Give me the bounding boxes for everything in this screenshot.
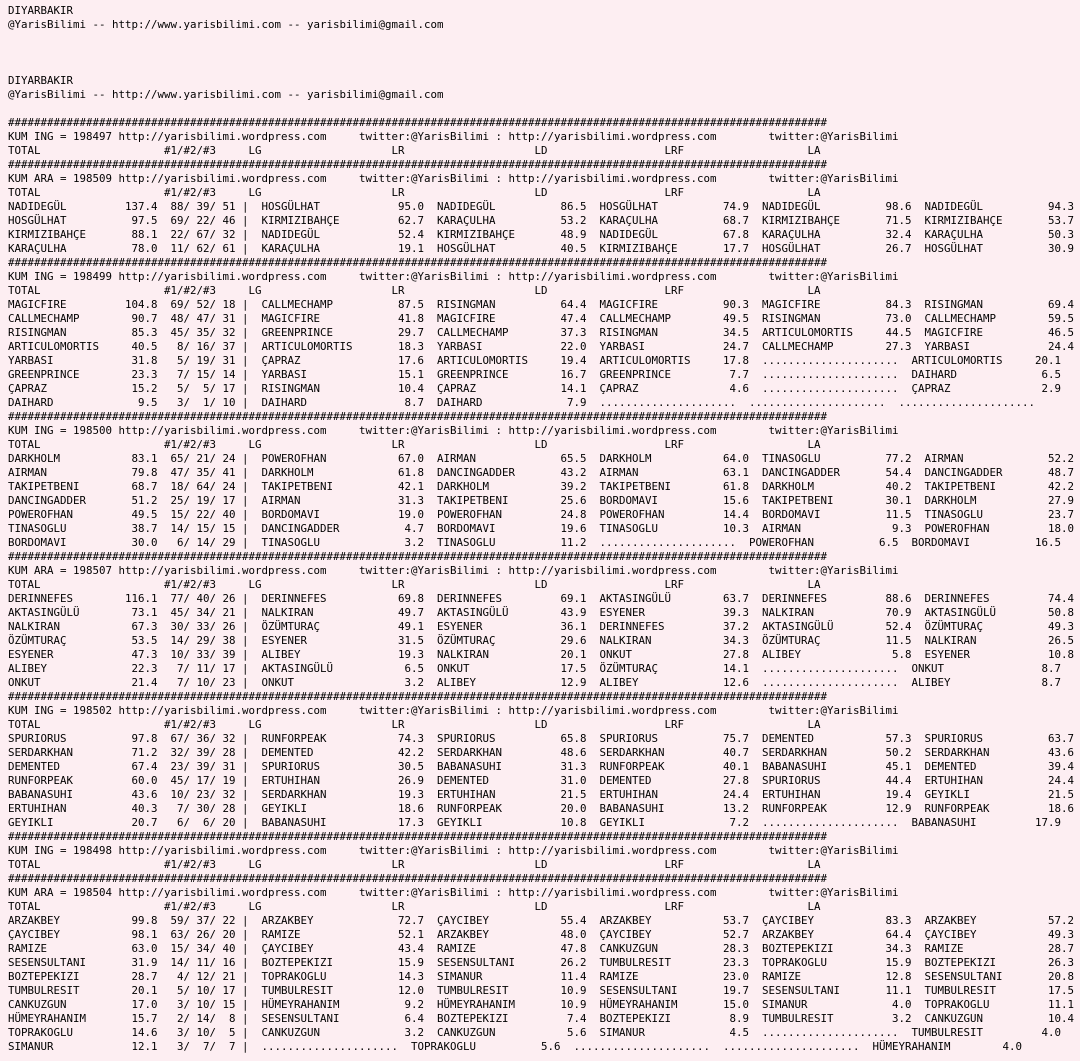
horse-row: ONKUT 21.4 7/ 10/ 23 | ONKUT 3.2 ALIBEY 12.9 ALIBEY 12.6 ..................... ALIBEY 8.7 <box>8 676 1062 689</box>
separator-line: ############################################################################################################################## <box>8 830 828 843</box>
horse-row: AIRMAN 79.8 47/ 35/ 41 | DARKHOLM 61.8 DANCINGADDER 43.2 AIRMAN 63.1 DANCINGADDER 54.4 DANCINGADDER 48.7 <box>8 466 1075 479</box>
horse-row: TAKIPETBENI 68.7 18/ 64/ 24 | TAKIPETBENI 42.1 DARKHOLM 39.2 TAKIPETBENI 61.8 DARKHOLM 40.2 TAKIPETBENI 42.2 <box>8 480 1075 493</box>
race-header-line: KUM ING = 198497 http://yarisbilimi.wordpress.com twitter:@YarisBilimi : http://yarisbilimi.wordpress.com twitter:@YarisBilimi <box>8 130 899 143</box>
horse-row: RUNFORPEAK 60.0 45/ 17/ 19 | ERTUHIHAN 26.9 DEMENTED 31.0 DEMENTED 27.8 SPURIORUS 44.4 ERTUHIHAN 24.4 <box>8 774 1075 787</box>
horse-row: ARZAKBEY 99.8 59/ 37/ 22 | ARZAKBEY 72.7 ÇAYCIBEY 55.4 ARZAKBEY 53.7 ÇAYCIBEY 83.3 ARZAKBEY 57.2 <box>8 914 1075 927</box>
race-header-line: KUM ING = 198499 http://yarisbilimi.wordpress.com twitter:@YarisBilimi : http://yarisbilimi.wordpress.com twitter:@YarisBilimi <box>8 270 899 283</box>
horse-row: DERINNEFES 116.1 77/ 40/ 26 | DERINNEFES 69.8 DERINNEFES 69.1 AKTASINGÜLÜ 63.7 DERINNEFES 88.6 DERINNEFES 74.4 <box>8 592 1075 605</box>
separator-line: ############################################################################################################################## <box>8 158 828 171</box>
horse-row: ERTUHIHAN 40.3 7/ 30/ 28 | GEYIKLI 18.6 RUNFORPEAK 20.0 BABANASUHI 13.2 RUNFORPEAK 12.9 RUNFORPEAK 18.6 <box>8 802 1075 815</box>
contact-line: @YarisBilimi -- http://www.yarisbilimi.com -- yarisbilimi@gmail.com <box>8 88 444 101</box>
column-header-line: TOTAL #1/#2/#3 LG LR LD LRF LA <box>8 578 821 591</box>
column-header-line: TOTAL #1/#2/#3 LG LR LD LRF LA <box>8 718 821 731</box>
column-header-line: TOTAL #1/#2/#3 LG LR LD LRF LA <box>8 858 821 871</box>
horse-row: DEMENTED 67.4 23/ 39/ 31 | SPURIORUS 30.5 BABANASUHI 31.3 RUNFORPEAK 40.1 BABANASUHI 45.1 DEMENTED 39.4 <box>8 760 1075 773</box>
horse-row: RAMIZE 63.0 15/ 34/ 40 | ÇAYCIBEY 43.4 RAMIZE 47.8 CANKUZGUN 28.3 BOZTEPEKIZI 34.3 RAMIZE 28.7 <box>8 942 1075 955</box>
horse-row: CANKUZGUN 17.0 3/ 10/ 15 | HÜMEYRAHANIM 9.2 HÜMEYRAHANIM 10.9 HÜMEYRAHANIM 15.0 SIMANUR 4.0 TOPRAKOGLU 11.1 <box>8 998 1075 1011</box>
horse-row: AKTASINGÜLÜ 73.1 45/ 34/ 21 | NALKIRAN 49.7 AKTASINGÜLÜ 43.9 ESYENER 39.3 NALKIRAN 70.9 AKTASINGÜLÜ 50.8 <box>8 606 1075 619</box>
horse-row: ÇAPRAZ 15.2 5/ 5/ 17 | RISINGMAN 10.4 ÇAPRAZ 14.1 ÇAPRAZ 4.6 ..................... ÇAPRAZ 2.9 <box>8 382 1062 395</box>
horse-row: BORDOMAVI 30.0 6/ 14/ 29 | TINASOGLU 3.2 TINASOGLU 11.2 ..................... POWEROFHAN 6.5 BORDOMAVI 16.5 <box>8 536 1062 549</box>
horse-row: YARBASI 31.8 5/ 19/ 31 | ÇAPRAZ 17.6 ARTICULOMORTIS 19.4 ARTICULOMORTIS 17.8 ..................... ARTICULOMORTIS 20.1 <box>8 354 1062 367</box>
blank-line <box>8 102 1080 116</box>
horse-row: NALKIRAN 67.3 30/ 33/ 26 | ÖZÜMTURAÇ 49.1 ESYENER 36.1 DERINNEFES 37.2 AKTASINGÜLÜ 52.4 ÖZÜMTURAÇ 49.3 <box>8 620 1075 633</box>
city-title: DIYARBAKIR <box>8 4 74 17</box>
horse-row: NADIDEGÜL 137.4 88/ 39/ 51 | HOSGÜLHAT 95.0 NADIDEGÜL 86.5 HOSGÜLHAT 74.9 NADIDEGÜL 98.6 NADIDEGÜL 94.3 <box>8 200 1075 213</box>
horse-row: BABANASUHI 43.6 10/ 23/ 32 | SERDARKHAN 19.3 ERTUHIHAN 21.5 ERTUHIHAN 24.4 ERTUHIHAN 19.4 GEYIKLI 21.5 <box>8 788 1075 801</box>
horse-row: POWEROFHAN 49.5 15/ 22/ 40 | BORDOMAVI 19.0 POWEROFHAN 24.8 POWEROFHAN 14.4 BORDOMAVI 11.5 TINASOGLU 23.7 <box>8 508 1075 521</box>
horse-row: ÇAYCIBEY 98.1 63/ 26/ 20 | RAMIZE 52.1 ARZAKBEY 48.0 ÇAYCIBEY 52.7 ARZAKBEY 64.4 ÇAYCIBEY 49.3 <box>8 928 1075 941</box>
race-header-line: KUM ARA = 198507 http://yarisbilimi.wordpress.com twitter:@YarisBilimi : http://yarisbilimi.wordpress.com twitter:@YarisBilimi <box>8 564 899 577</box>
column-header-line: TOTAL #1/#2/#3 LG LR LD LRF LA <box>8 186 821 199</box>
race-header-line: KUM ARA = 198509 http://yarisbilimi.wordpress.com twitter:@YarisBilimi : http://yarisbilimi.wordpress.com twitter:@YarisBilimi <box>8 172 899 185</box>
horse-row: ÖZÜMTURAÇ 53.5 14/ 29/ 38 | ESYENER 31.5 ÖZÜMTURAÇ 29.6 NALKIRAN 34.3 ÖZÜMTURAÇ 11.5 NALKIRAN 26.5 <box>8 634 1075 647</box>
horse-row: HOSGÜLHAT 97.5 69/ 22/ 46 | KIRMIZIBAHÇE 62.7 KARAÇULHA 53.2 KARAÇULHA 68.7 KIRMIZIBAHÇE 71.5 KIRMIZIBAHÇE 53.7 <box>8 214 1075 227</box>
horse-row: KARAÇULHA 78.0 11/ 62/ 61 | KARAÇULHA 19.1 HOSGÜLHAT 40.5 KIRMIZIBAHÇE 17.7 HOSGÜLHAT 26.7 HOSGÜLHAT 30.9 <box>8 242 1075 255</box>
separator-line: ############################################################################################################################## <box>8 116 828 129</box>
horse-row: SERDARKHAN 71.2 32/ 39/ 28 | DEMENTED 42.2 SERDARKHAN 48.6 SERDARKHAN 40.7 SERDARKHAN 50.2 SERDARKHAN 43.6 <box>8 746 1075 759</box>
horse-row: MAGICFIRE 104.8 69/ 52/ 18 | CALLMECHAMP 87.5 RISINGMAN 64.4 MAGICFIRE 90.3 MAGICFIRE 84.3 RISINGMAN 69.4 <box>8 298 1075 311</box>
contact-line: @YarisBilimi -- http://www.yarisbilimi.com -- yarisbilimi@gmail.com <box>8 18 444 31</box>
separator-line: ############################################################################################################################## <box>8 410 828 423</box>
horse-row: SIMANUR 12.1 3/ 7/ 7 | ..................... TOPRAKOGLU 5.6 ..................... ..................... HÜMEYRAHANIM 4.0 <box>8 1040 1023 1053</box>
race-header-line: KUM ING = 198500 http://yarisbilimi.wordpress.com twitter:@YarisBilimi : http://yarisbilimi.wordpress.com twitter:@YarisBilimi <box>8 424 899 437</box>
horse-row: ARTICULOMORTIS 40.5 8/ 16/ 37 | ARTICULOMORTIS 18.3 YARBASI 22.0 YARBASI 24.7 CALLMECHAMP 27.3 YARBASI 24.4 <box>8 340 1075 353</box>
horse-row: BOZTEPEKIZI 28.7 4/ 12/ 21 | TOPRAKOGLU 14.3 SIMANUR 11.4 RAMIZE 23.0 RAMIZE 12.8 SESENSULTANI 20.8 <box>8 970 1075 983</box>
horse-row: TINASOGLU 38.7 14/ 15/ 15 | DANCINGADDER 4.7 BORDOMAVI 19.6 TINASOGLU 10.3 AIRMAN 9.3 POWEROFHAN 18.0 <box>8 522 1075 535</box>
blank-line <box>8 60 1080 74</box>
column-header-line: TOTAL #1/#2/#3 LG LR LD LRF LA <box>8 900 821 913</box>
horse-row: KIRMIZIBAHÇE 88.1 22/ 67/ 32 | NADIDEGÜL 52.4 KIRMIZIBAHÇE 48.9 NADIDEGÜL 67.8 KARAÇULHA 32.4 KARAÇULHA 50.3 <box>8 228 1075 241</box>
horse-row: ALIBEY 22.3 7/ 11/ 17 | AKTASINGÜLÜ 6.5 ONKUT 17.5 ÖZÜMTURAÇ 14.1 ..................... ONKUT 8.7 <box>8 662 1062 675</box>
race-header-line: KUM ING = 198502 http://yarisbilimi.wordpress.com twitter:@YarisBilimi : http://yarisbilimi.wordpress.com twitter:@YarisBilimi <box>8 704 899 717</box>
horse-row: DAIHARD 9.5 3/ 1/ 10 | DAIHARD 8.7 DAIHARD 7.9 ..................... ..................... ..................... <box>8 396 1036 409</box>
horse-row: DANCINGADDER 51.2 25/ 19/ 17 | AIRMAN 31.3 TAKIPETBENI 25.6 BORDOMAVI 15.6 TAKIPETBENI 30.1 DARKHOLM 27.9 <box>8 494 1075 507</box>
column-header-line: TOTAL #1/#2/#3 LG LR LD LRF LA <box>8 438 821 451</box>
horse-row: RISINGMAN 85.3 45/ 35/ 32 | GREENPRINCE 29.7 CALLMECHAMP 37.3 RISINGMAN 34.5 ARTICULOMORTIS 44.5 MAGICFIRE 46.5 <box>8 326 1075 339</box>
column-header-line: TOTAL #1/#2/#3 LG LR LD LRF LA <box>8 144 821 157</box>
separator-line: ############################################################################################################################## <box>8 550 828 563</box>
separator-line: ############################################################################################################################## <box>8 690 828 703</box>
separator-line: ############################################################################################################################## <box>8 256 828 269</box>
horse-row: TUMBULRESIT 20.1 5/ 10/ 17 | TUMBULRESIT 12.0 TUMBULRESIT 10.9 SESENSULTANI 19.7 SESENSULTANI 11.1 TUMBULRESIT 17.5 <box>8 984 1075 997</box>
separator-line: ############################################################################################################################## <box>8 872 828 885</box>
column-header-line: TOTAL #1/#2/#3 LG LR LD LRF LA <box>8 284 821 297</box>
city-title: DIYARBAKIR <box>8 74 74 87</box>
blank-line <box>8 46 1080 60</box>
horse-row: CALLMECHAMP 90.7 48/ 47/ 31 | MAGICFIRE 41.8 MAGICFIRE 47.4 CALLMECHAMP 49.5 RISINGMAN 73.0 CALLMECHAMP 59.5 <box>8 312 1075 325</box>
horse-row: DARKHOLM 83.1 65/ 21/ 24 | POWEROFHAN 67.0 AIRMAN 65.5 DARKHOLM 64.0 TINASOGLU 77.2 AIRMAN 52.2 <box>8 452 1075 465</box>
horse-row: ESYENER 47.3 10/ 33/ 39 | ALIBEY 19.3 NALKIRAN 20.1 ONKUT 27.8 ALIBEY 5.8 ESYENER 10.8 <box>8 648 1075 661</box>
race-header-line: KUM ARA = 198504 http://yarisbilimi.wordpress.com twitter:@YarisBilimi : http://yarisbilimi.wordpress.com twitter:@YarisBilimi <box>8 886 899 899</box>
horse-row: TOPRAKOGLU 14.6 3/ 10/ 5 | CANKUZGUN 3.2 CANKUZGUN 5.6 SIMANUR 4.5 ..................... TUMBULRESIT 4.0 <box>8 1026 1062 1039</box>
horse-row: GEYIKLI 20.7 6/ 6/ 20 | BABANASUHI 17.3 GEYIKLI 10.8 GEYIKLI 7.2 ..................... BABANASUHI 17.9 <box>8 816 1062 829</box>
horse-row: SPURIORUS 97.8 67/ 36/ 32 | RUNFORPEAK 74.3 SPURIORUS 65.8 SPURIORUS 75.7 DEMENTED 57.3 SPURIORUS 63.7 <box>8 732 1075 745</box>
horse-row: HÜMEYRAHANIM 15.7 2/ 14/ 8 | SESENSULTANI 6.4 BOZTEPEKIZI 7.4 BOZTEPEKIZI 8.9 TUMBULRESIT 3.2 CANKUZGUN 10.4 <box>8 1012 1075 1025</box>
blank-line <box>8 32 1080 46</box>
horse-row: GREENPRINCE 23.3 7/ 15/ 14 | YARBASI 15.1 GREENPRINCE 16.7 GREENPRINCE 7.7 ..................... DAIHARD 6.5 <box>8 368 1062 381</box>
horse-row: SESENSULTANI 31.9 14/ 11/ 16 | BOZTEPEKIZI 15.9 SESENSULTANI 26.2 TUMBULRESIT 23.3 TOPRAKOGLU 15.9 BOZTEPEKIZI 26.3 <box>8 956 1075 969</box>
race-header-line: KUM ING = 198498 http://yarisbilimi.wordpress.com twitter:@YarisBilimi : http://yarisbilimi.wordpress.com twitter:@YarisBilimi <box>8 844 899 857</box>
